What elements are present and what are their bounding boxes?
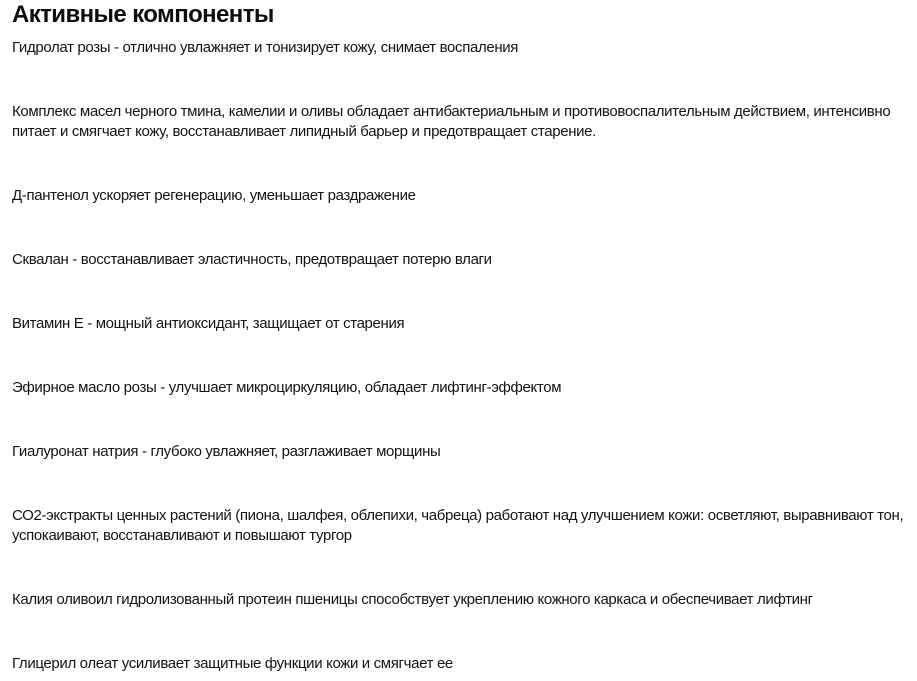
- list-item: Комплекс масел черного тмина, камелии и оливы обладает антибактериальным и противовоспалительным действием, интенсивно питает и смягчает кожу, восстанавливает липидный барьер и предотвращает старение.: [12, 103, 891, 140]
- list-item: Калия оливоил гидролизованный протеин пшеницы способствует укреплению кожного каркаса и обеспечивает лифтинг: [12, 591, 813, 608]
- list-item: Д-пантенол ускоряет регенерацию, уменьшает раздражение: [12, 187, 416, 204]
- list-item: Глицерил олеат усиливает защитные функции кожи и смягчает ее: [12, 655, 453, 672]
- list-item: СО2-экстракты ценных растений (пиона, шалфея, облепихи, чабреца) работают над улучшением кожи: осветляют, выравнивают тон, успокаивают, восстанавливают и повышают тургор: [12, 507, 904, 544]
- list-item: Витамин Е - мощный антиоксидант, защищает от старения: [12, 315, 405, 332]
- list-item: Эфирное масло розы - улучшает микроциркуляцию, обладает лифтинг-эффектом: [12, 379, 562, 396]
- list-item: Гидролат розы - отлично увлажняет и тонизирует кожу, снимает воспаления: [12, 39, 519, 56]
- list-item: Сквалан - восстанавливает эластичность, предотвращает потерю влаги: [12, 251, 492, 268]
- list-item: Гиалуронат натрия - глубоко увлажняет, разглаживает морщины: [12, 443, 441, 460]
- section-title: Активные компоненты: [12, 1, 274, 28]
